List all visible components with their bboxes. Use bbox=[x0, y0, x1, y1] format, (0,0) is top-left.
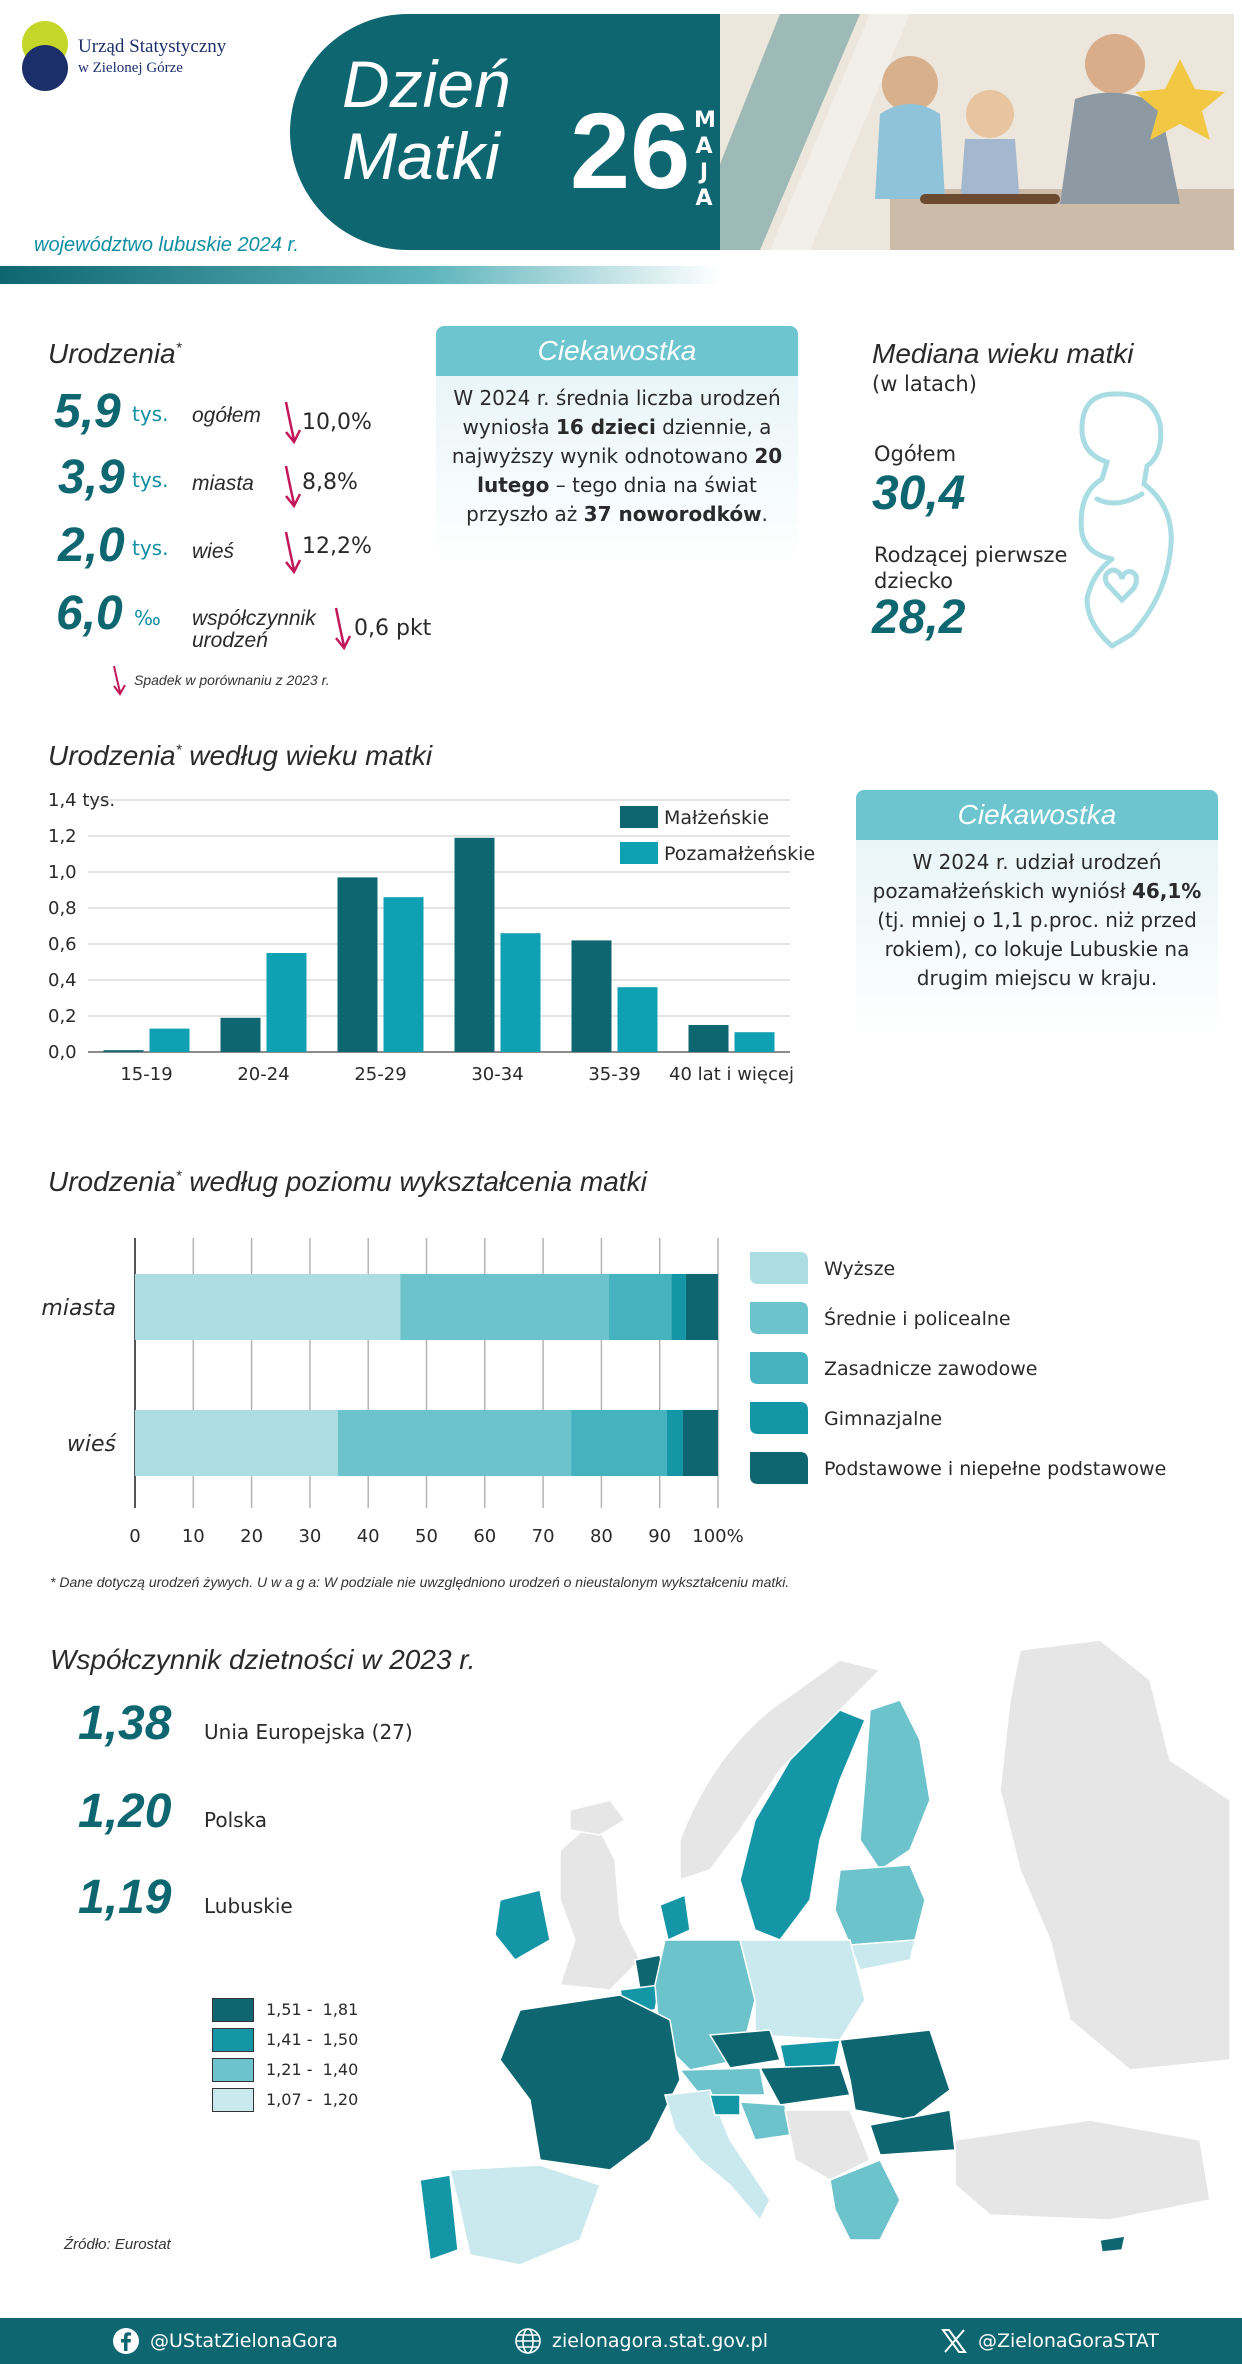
month-letter: J bbox=[699, 160, 709, 185]
legend-label: Zasadnicze zawodowe bbox=[824, 1358, 1038, 1380]
down-arrow-icon bbox=[110, 664, 130, 698]
bar-married bbox=[689, 1025, 729, 1052]
births-row bbox=[54, 384, 454, 444]
births-change: 0,6 pkt bbox=[354, 616, 432, 641]
map-region-portugal bbox=[420, 2175, 458, 2260]
median-first-value: 28,2 bbox=[872, 591, 966, 644]
births-unit: tys. bbox=[132, 468, 169, 492]
legend-swatch bbox=[750, 1352, 808, 1384]
y-tick-label: 1,2 bbox=[48, 826, 77, 847]
x-tick-label: 20-24 bbox=[237, 1064, 290, 1085]
fertility-value: 1,19 bbox=[78, 1871, 172, 1924]
legend-swatch bbox=[212, 2028, 254, 2052]
bar-married bbox=[455, 838, 495, 1052]
median-subtitle: (w latach) bbox=[872, 372, 977, 396]
map-region-noneu bbox=[955, 2120, 1210, 2220]
month-letter: A bbox=[695, 186, 713, 211]
births-label: wieś bbox=[192, 540, 235, 563]
family-photo-icon bbox=[720, 14, 1234, 250]
births-row bbox=[54, 518, 454, 578]
legend-range: 1,07 - 1,20 bbox=[266, 2090, 359, 2109]
title-line2: Matki bbox=[342, 119, 500, 193]
bar-nonmarital bbox=[150, 1029, 190, 1052]
logo-mark-icon bbox=[20, 20, 70, 94]
fertility-title: Współczynnik dzietności w 2023 r. bbox=[50, 1644, 476, 1675]
x-tick-label: 35-39 bbox=[588, 1064, 641, 1085]
y-tick-label: 1,0 bbox=[48, 862, 77, 883]
legend-swatch bbox=[750, 1402, 808, 1434]
row-label: miasta bbox=[41, 1296, 116, 1321]
fact-box-1-text: W 2024 r. średnia liczba urodzeń wyniosła 16 dzieci dziennie, a najwyższy wynik odnotowano 20 lutego – tego dnia na świat przyszło aż 37 noworodków. bbox=[436, 376, 798, 562]
legend-swatch bbox=[212, 2058, 254, 2082]
bar-nonmarital bbox=[735, 1032, 775, 1052]
map-region-noneu bbox=[570, 1800, 625, 1835]
edu-chart-title: Urodzenia* według poziomu wykształcenia matki bbox=[48, 1166, 647, 1197]
fact-box-1 bbox=[436, 326, 798, 556]
age-chart-title: Urodzenia* według wieku matki bbox=[48, 740, 433, 771]
births-unit: tys. bbox=[132, 402, 169, 426]
day-number: 26 bbox=[570, 90, 691, 211]
legend-range: 1,51 - 1,81 bbox=[266, 2000, 359, 2019]
bar-segment bbox=[400, 1274, 609, 1340]
x-tick-label: 15-19 bbox=[120, 1064, 173, 1085]
map-region-bulgaria bbox=[870, 2110, 955, 2155]
bar-segment bbox=[683, 1410, 718, 1476]
edu-footnote: * Dane dotyczą urodzeń żywych. U w a g a: W podziale nie uwzględniono urodzeń o nieustalonym wykształceniu matki. bbox=[50, 1574, 790, 1590]
legend-swatch bbox=[620, 842, 658, 864]
bar-segment bbox=[571, 1410, 667, 1476]
births-legend-text: Spadek w porównaniu z 2023 r. bbox=[134, 672, 330, 688]
edu-chart bbox=[0, 1230, 1242, 1550]
map-region-romania bbox=[840, 2030, 950, 2120]
header-photo bbox=[720, 14, 1234, 250]
births-row bbox=[54, 586, 454, 656]
bar-segment bbox=[671, 1274, 686, 1340]
facebook-link[interactable]: @UStatZielonaGora bbox=[150, 2330, 338, 2352]
pregnant-woman-icon bbox=[1052, 384, 1182, 654]
x-tick-label: 10 bbox=[181, 1526, 205, 1547]
age-chart bbox=[0, 780, 816, 1085]
fertility-value: 1,20 bbox=[78, 1785, 172, 1838]
map-region-noneu bbox=[560, 1820, 640, 1990]
month-letter: M bbox=[694, 108, 716, 133]
births-row bbox=[54, 450, 454, 510]
x-link[interactable]: @ZielonaGoraSTAT bbox=[978, 2330, 1159, 2352]
fertility-label: Polska bbox=[204, 1808, 268, 1832]
month-letter: A bbox=[695, 134, 713, 159]
x-tick-label: 40 lat i więcej bbox=[669, 1064, 794, 1085]
x-tick-label: 40 bbox=[356, 1526, 380, 1547]
legend-swatch bbox=[212, 2088, 254, 2112]
legend-range: 1,21 - 1,40 bbox=[266, 2060, 359, 2079]
median-title: Mediana wieku matki bbox=[872, 338, 1134, 369]
y-tick-label: 0,8 bbox=[48, 898, 77, 919]
map-region-hungary bbox=[760, 2065, 850, 2105]
bar-married bbox=[104, 1050, 144, 1052]
x-tick-label: 50 bbox=[415, 1526, 438, 1547]
fertility-label: Unia Europejska (27) bbox=[204, 1720, 413, 1744]
legend-swatch bbox=[620, 806, 658, 828]
bar-segment bbox=[338, 1410, 571, 1476]
x-tick-label: 30-34 bbox=[471, 1064, 524, 1085]
bar-segment bbox=[609, 1274, 671, 1340]
x-logo-icon[interactable] bbox=[940, 2327, 968, 2355]
map-region-croatia bbox=[740, 2102, 790, 2140]
legend-label: Średnie i policealne bbox=[824, 1308, 1011, 1330]
map-region-austria bbox=[680, 2068, 765, 2095]
y-tick-label: 0,2 bbox=[48, 1006, 77, 1027]
bar-nonmarital bbox=[267, 953, 307, 1052]
logo-line1: Urząd Statystyczny bbox=[78, 36, 227, 57]
map-region-slovakia bbox=[780, 2040, 840, 2068]
y-tick-label: 0,0 bbox=[48, 1042, 77, 1063]
fact-box-1-head: Ciekawostka bbox=[436, 326, 798, 376]
down-arrow-icon bbox=[330, 606, 356, 652]
fertility-value: 1,38 bbox=[78, 1697, 172, 1750]
europe-map bbox=[410, 1640, 1230, 2280]
legend-swatch bbox=[750, 1302, 808, 1334]
x-tick-label: 90 bbox=[648, 1526, 672, 1547]
fact-box-2 bbox=[856, 790, 1218, 1030]
births-change: 8,8% bbox=[302, 470, 358, 495]
median-first-label: Rodzącej pierwsze dziecko bbox=[874, 543, 1068, 593]
map-region-lithuania bbox=[850, 1940, 915, 1970]
region-label: województwo lubuskie 2024 r. bbox=[34, 234, 299, 256]
map-region-finland bbox=[860, 1700, 930, 1870]
births-title: Urodzenia* bbox=[48, 338, 182, 369]
births-value: 2,0 bbox=[58, 519, 125, 572]
fact-box-2-text: W 2024 r. udział urodzeń pozamałżeńskich wyniósł 46,1% (tj. mniej o 1,1 p.proc. niż przed rokiem), co lokuje Lubuskie na drugim miejscu w kraju. bbox=[856, 840, 1218, 1036]
row-label: wieś bbox=[66, 1432, 116, 1457]
median-total-label: Ogółem bbox=[874, 442, 957, 466]
bar-nonmarital bbox=[501, 933, 541, 1052]
y-tick-label: 1,4 tys. bbox=[48, 790, 116, 811]
bar-segment bbox=[667, 1410, 683, 1476]
legend-label: Podstawowe i niepełne podstawowe bbox=[824, 1458, 1167, 1480]
bar-nonmarital bbox=[384, 897, 424, 1052]
y-tick-label: 0,4 bbox=[48, 970, 77, 991]
legend-label: Pozamałżeńskie bbox=[664, 843, 816, 865]
births-unit: ‰ bbox=[134, 606, 161, 630]
fertility-label: Lubuskie bbox=[204, 1894, 293, 1918]
bar-segment bbox=[135, 1410, 338, 1476]
births-value: 6,0 bbox=[56, 587, 123, 640]
births-value: 3,9 bbox=[58, 451, 125, 504]
births-label: ogółem bbox=[192, 404, 261, 427]
x-tick-label: 80 bbox=[589, 1526, 613, 1547]
map-region-denmark bbox=[660, 1895, 690, 1940]
map-region-noneu bbox=[1000, 1640, 1230, 2070]
map-region-cyprus bbox=[1100, 2236, 1125, 2252]
map-region-ireland bbox=[495, 1890, 550, 1960]
bar-married bbox=[221, 1018, 261, 1052]
legend-swatch bbox=[750, 1452, 808, 1484]
logo-line2: w Zielonej Górze bbox=[78, 60, 183, 76]
x-tick-label: 70 bbox=[531, 1526, 555, 1547]
facebook-icon[interactable] bbox=[112, 2327, 140, 2355]
x-tick-label: 25-29 bbox=[354, 1064, 407, 1085]
footer bbox=[0, 2318, 1242, 2364]
bar-segment bbox=[135, 1274, 400, 1340]
title-line1: Dzień bbox=[342, 47, 511, 121]
logo bbox=[20, 20, 270, 94]
web-link[interactable]: zielonagora.stat.gov.pl bbox=[552, 2330, 769, 2352]
births-legend bbox=[110, 664, 410, 694]
x-tick-label: 100% bbox=[692, 1526, 744, 1547]
legend-label: Małżeńskie bbox=[664, 807, 770, 829]
births-value: 5,9 bbox=[54, 385, 121, 438]
x-tick-label: 0 bbox=[129, 1526, 141, 1547]
map-region-france bbox=[500, 1995, 680, 2170]
map-region-spain bbox=[450, 2165, 600, 2265]
map-region-poland bbox=[740, 1940, 865, 2040]
births-unit: tys. bbox=[132, 536, 169, 560]
legend-swatch bbox=[212, 1998, 254, 2022]
births-change: 10,0% bbox=[302, 410, 372, 435]
header-gradient-bar bbox=[0, 266, 720, 284]
source-note: Źródło: Eurostat bbox=[64, 2236, 171, 2253]
bar-nonmarital bbox=[618, 987, 658, 1052]
fact-box-2-head: Ciekawostka bbox=[856, 790, 1218, 840]
map-region-baltics bbox=[835, 1865, 925, 1945]
x-tick-label: 20 bbox=[240, 1526, 264, 1547]
map-legend bbox=[212, 1998, 412, 2118]
legend-swatch bbox=[750, 1252, 808, 1284]
legend-label: Gimnazjalne bbox=[824, 1408, 943, 1430]
y-tick-label: 0,6 bbox=[48, 934, 77, 955]
x-tick-label: 60 bbox=[473, 1526, 497, 1547]
bar-married bbox=[572, 940, 612, 1052]
median-total-value: 30,4 bbox=[872, 467, 966, 520]
map-region-slovenia bbox=[710, 2095, 740, 2115]
legend-label: Wyższe bbox=[824, 1258, 896, 1280]
births-change: 12,2% bbox=[302, 534, 372, 559]
births-label: miasta bbox=[192, 472, 254, 495]
bar-segment bbox=[686, 1274, 718, 1340]
births-label: współczynnik urodzeń bbox=[192, 607, 316, 652]
x-tick-label: 30 bbox=[298, 1526, 322, 1547]
legend-range: 1,41 - 1,50 bbox=[266, 2030, 359, 2049]
bar-married bbox=[338, 877, 378, 1052]
globe-icon[interactable] bbox=[514, 2327, 542, 2355]
